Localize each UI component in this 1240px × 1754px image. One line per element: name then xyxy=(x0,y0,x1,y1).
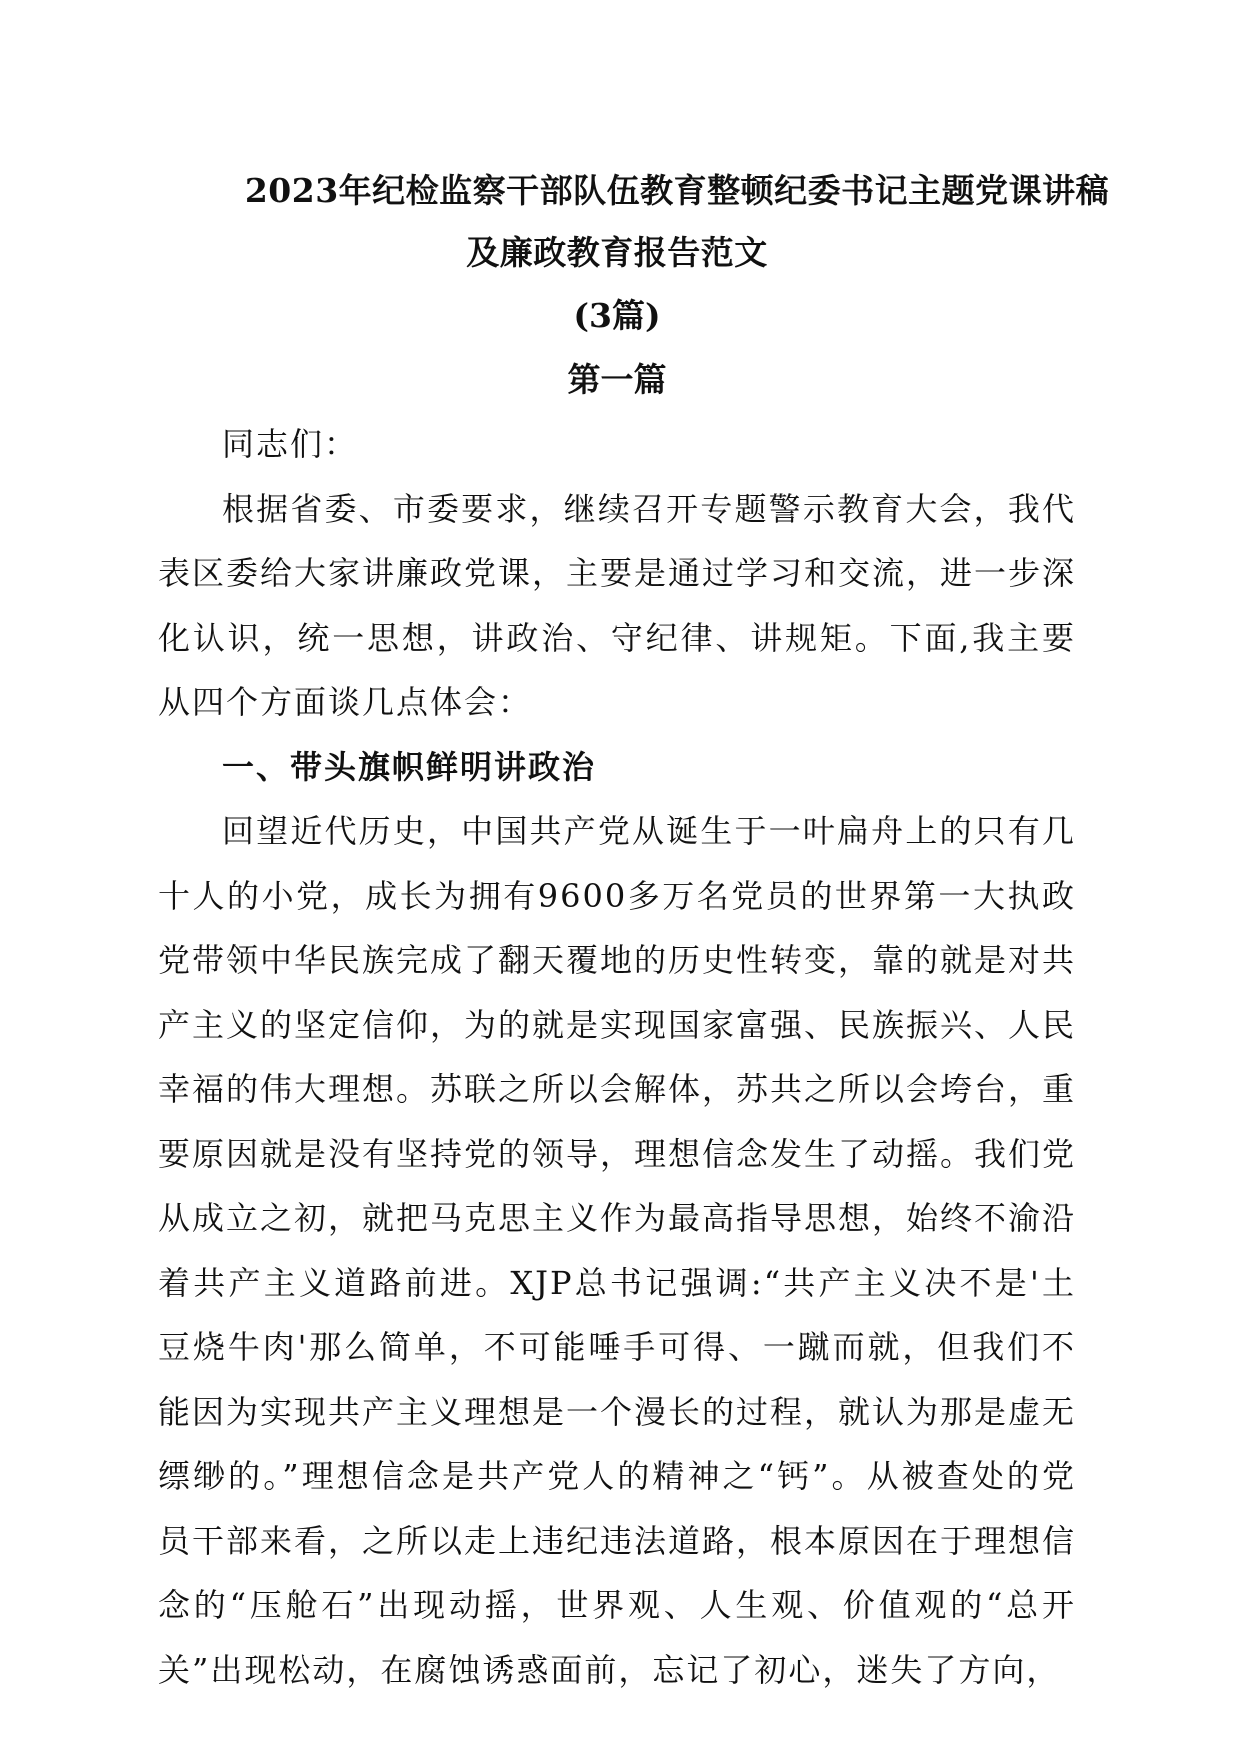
section-heading-1: 一、带头旗帜鲜明讲政治 xyxy=(222,747,597,786)
intro-paragraph: 根据省委、市委要求，继续召开专题警示教育大会，我代表区委给大家讲廉政党课，主要是通过学习和交流，进一步深化认识，统一思想，讲政治、守纪律、讲规矩。下面,我主要从四个方面谈几点体会： xyxy=(158,489,1077,721)
part-heading: 第一篇 xyxy=(567,360,667,399)
section-1-paragraph: 回望近代历史，中国共产党从诞生于一叶扁舟上的只有几十人的小党，成长为拥有9600多万名党员的世界第一大执政党带领中华民族完成了翻天覆地的历史性转变，靠的就是对共产主义的坚定信仰，为的就是实现国家富强、民族振兴、人民幸福的伟大理想。苏联之所以会解体，苏共之所以会垮台，重要原因就是没有坚持党的领导，理想信念发生了动摇。我们党从成立之初，就把马克思主义作为最高指导思想，始终不渝沿着共产主义道路前进。XJP总书记强调:“共产主义决不是'土豆烧牛肉'那么简单，不可能唾手可得、一蹴而就，但我们不能因为实现共产主义理想是一个漫长的过程，就认为那是虚无缥缈的。”理想信念是共产党人的精神之“钙”。从被查处的党员干部来看，之所以走上违纪违法道路，根本原因在于理想信念的“压舱石”出现动摇，世界观、人生观、价值观的“总开关”出现松动，在腐蚀诱惑面前，忘记了初心，迷失了方向， xyxy=(158,812,1077,1689)
article-count: (3篇) xyxy=(573,296,661,335)
document-title xyxy=(158,160,1110,284)
title-line-1: 2023年纪检监察干部队伍教育整顿纪委书记主题党课讲稿 xyxy=(244,171,1110,210)
salutation: 同志们： xyxy=(222,425,359,463)
title-line-2: 及廉政教育报告范文 xyxy=(466,233,768,272)
document-body xyxy=(158,160,1110,1702)
